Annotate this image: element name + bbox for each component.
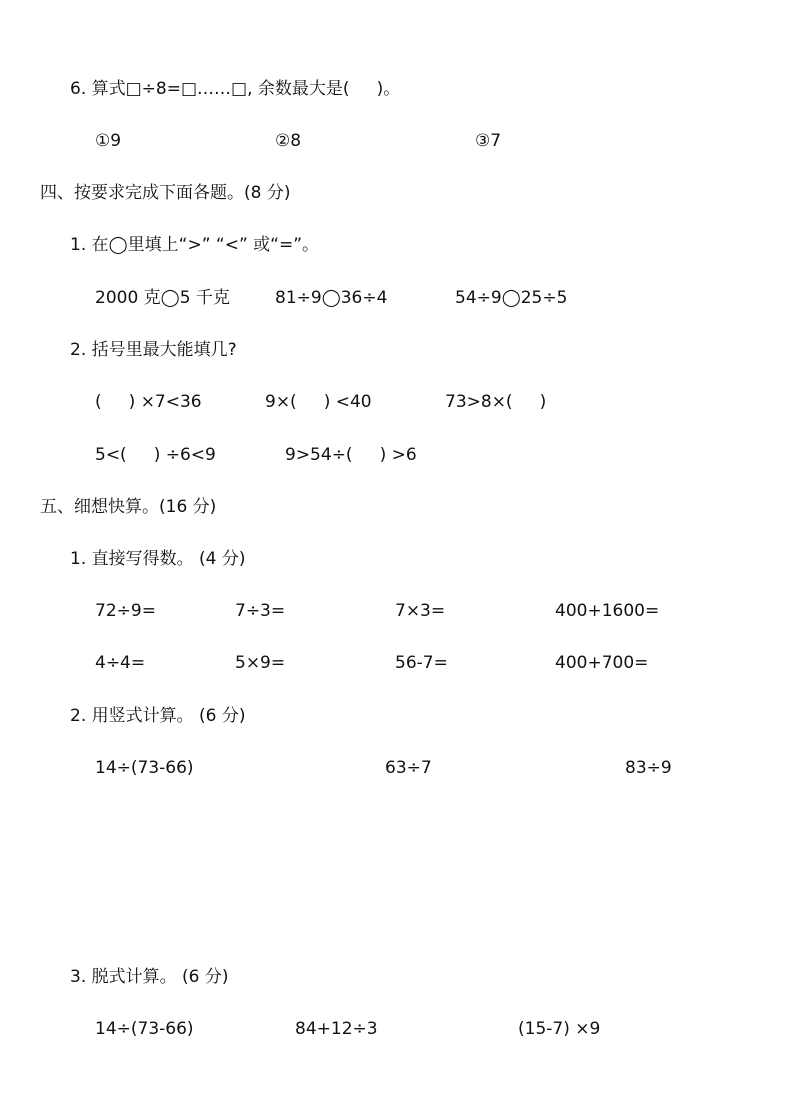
section-5-q3-text: 3. 脱式计算。 (6 分) — [70, 967, 229, 987]
section-5-q2-text: 2. 用竖式计算。 (6 分) — [70, 706, 246, 726]
fill-item-4: 5<( ) ÷6<9 — [95, 445, 216, 465]
section-5-q1-text: 1. 直接写得数。 (4 分) — [70, 549, 246, 569]
calc-item-3: 7×3= — [395, 601, 446, 621]
stepwise-item-2: 84+12÷3 — [295, 1019, 378, 1039]
calc-item-6: 5×9= — [235, 653, 286, 673]
stepwise-item-3: (15-7) ×9 — [518, 1019, 601, 1039]
stepwise-item-1: 14÷(73-66) — [95, 1019, 194, 1039]
vertical-item-3: 83÷9 — [625, 758, 672, 778]
calc-item-7: 56-7= — [395, 653, 448, 673]
compare-item-1: 2000 克◯5 千克 — [95, 288, 230, 308]
fill-item-2: 9×( ) <40 — [265, 392, 372, 412]
fill-item-3: 73>8×( ) — [445, 392, 547, 412]
section-4-title: 四、按要求完成下面各题。(8 分) — [40, 183, 291, 203]
vertical-item-2: 63÷7 — [385, 758, 432, 778]
calc-item-1: 72÷9= — [95, 601, 156, 621]
calc-item-4: 400+1600= — [555, 601, 660, 621]
section-4-q2-text: 2. 括号里最大能填几? — [70, 340, 237, 360]
calc-item-5: 4÷4= — [95, 653, 146, 673]
calc-item-8: 400+700= — [555, 653, 649, 673]
fill-item-1: ( ) ×7<36 — [95, 392, 202, 412]
section-5-title: 五、细想快算。(16 分) — [40, 497, 217, 517]
question-6-text: 6. 算式□÷8=□……□, 余数最大是( )。 — [70, 79, 401, 99]
option-2: ②8 — [275, 131, 302, 151]
vertical-item-1: 14÷(73-66) — [95, 758, 194, 778]
calc-item-2: 7÷3= — [235, 601, 286, 621]
option-3: ③7 — [475, 131, 502, 151]
fill-item-5: 9>54÷( ) >6 — [285, 445, 417, 465]
option-1: ①9 — [95, 131, 122, 151]
compare-item-3: 54÷9◯25÷5 — [455, 288, 568, 308]
section-4-q1-text: 1. 在◯里填上“>” “<” 或“=”。 — [70, 235, 320, 255]
compare-item-2: 81÷9◯36÷4 — [275, 288, 388, 308]
